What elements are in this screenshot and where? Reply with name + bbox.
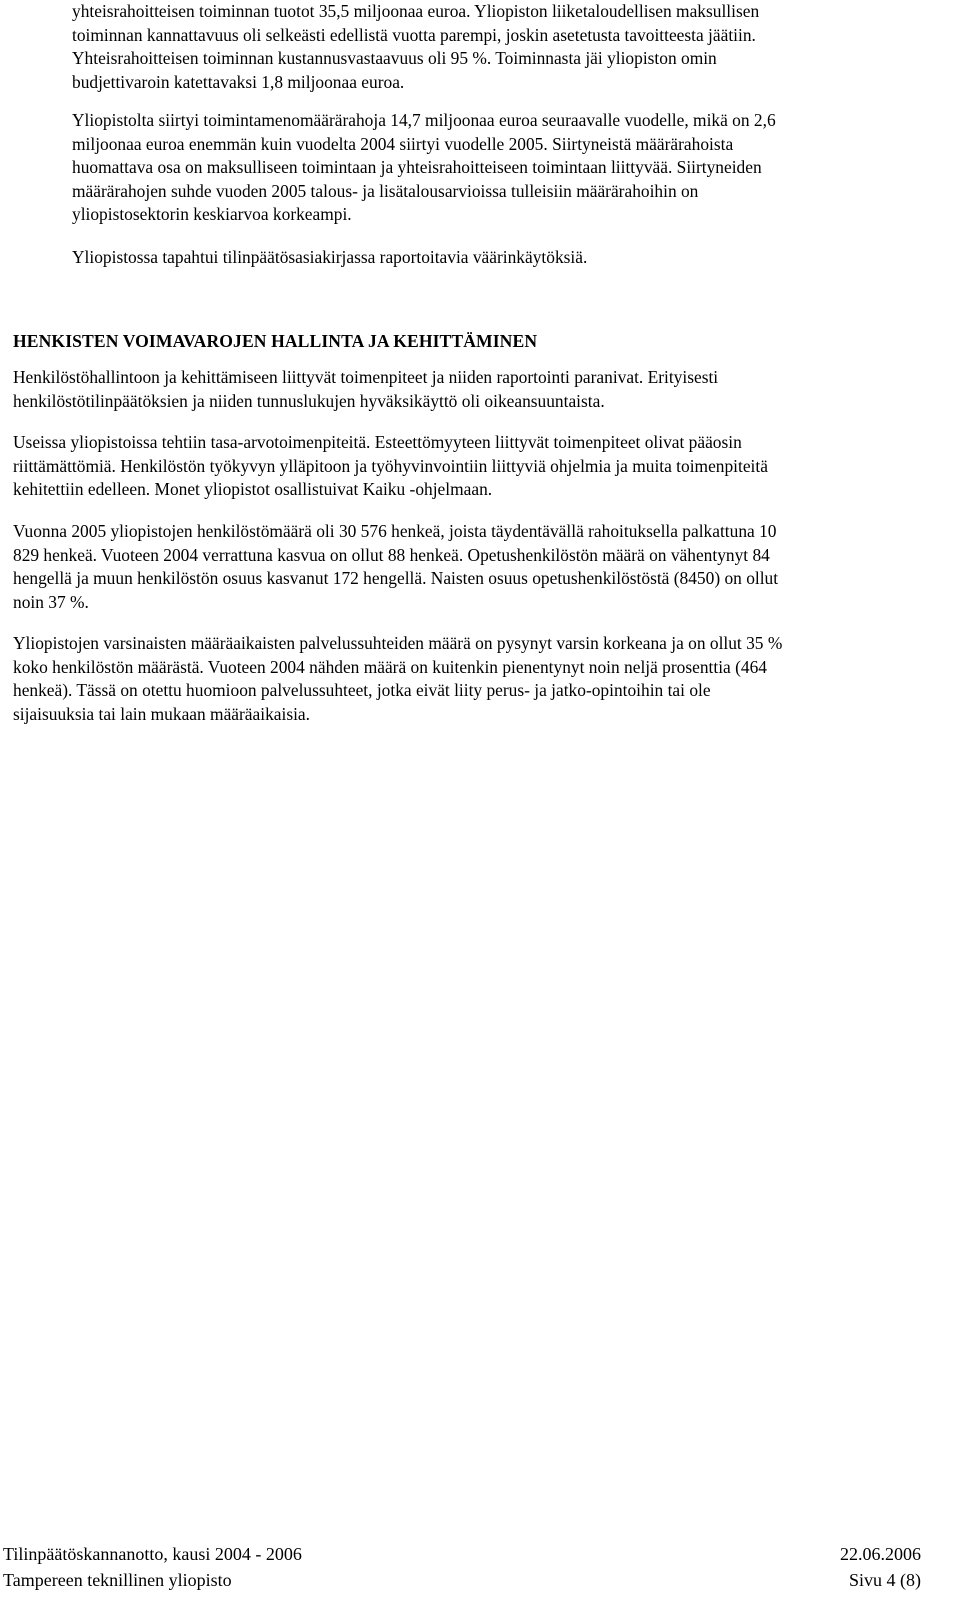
footer-row-1 bbox=[3, 1543, 921, 1567]
paragraph-line: riittämättömiä. Henkilöstön työkyvyn ylläpitoon ja työhyvinvointiin liittyviä ohjelmia ja muita toimenpiteitä bbox=[13, 455, 768, 476]
paragraph-staff-numbers bbox=[13, 520, 911, 614]
paragraph-line: henkeä). Tässä on otettu huomioon palvelussuhteet, jotka eivät liity perus- ja jatko-opintoihin tai ole bbox=[13, 680, 711, 701]
paragraph-line: koko henkilöstön määrästä. Vuoteen 2004 nähden määrä on kuitenkin pienentynyt noin neljä prosenttia (464 bbox=[13, 656, 767, 677]
paragraph-line: budjettivaroin katettavaksi 1,8 miljoonaa euroa. bbox=[72, 71, 405, 92]
footer-page-number: Sivu 4 (8) bbox=[849, 1570, 921, 1590]
footer-document-title: Tilinpäätöskannanotto, kausi 2004 - 2006 bbox=[3, 1544, 302, 1564]
paragraph-line: Useissa yliopistoissa tehtiin tasa-arvotoimenpiteitä. Esteettömyyteen liittyvät toimenpiteet olivat pääosin bbox=[13, 432, 742, 452]
paragraph-hr-reporting bbox=[13, 366, 911, 413]
paragraph-line: yhteisrahoitteisen toiminnan tuotot 35,5 miljoonaa euroa. Yliopiston liiketaloudellisen maksullisen bbox=[72, 1, 760, 21]
paragraph-line: hengellä ja muun henkilöstön osuus kasvanut 172 hengellä. Naisten osuus opetushenkilöstöstä (8450) on ollut bbox=[13, 568, 779, 589]
paragraph-equality bbox=[13, 431, 911, 502]
paragraph-line: Vuonna 2005 yliopistojen henkilöstömäärä oli 30 576 henkeä, joista täydentävällä rahoituksella palkattuna 10 bbox=[13, 521, 777, 541]
section-heading: HENKISTEN VOIMAVAROJEN HALLINTA JA KEHITTÄMINEN bbox=[13, 331, 538, 351]
footer-row-2 bbox=[3, 1569, 921, 1593]
paragraph-line: yliopistosektorin keskiarvoa korkeampi. bbox=[72, 204, 352, 225]
paragraph-line: miljoonaa euroa enemmän kuin vuodelta 2004 siirtyi vuodelle 2005. Siirtyneistä määrärahoista bbox=[72, 133, 734, 154]
paragraph-line: toiminnan kannattavuus oli selkeästi edellistä vuotta parempi, joskin asetetusta tavoitteesta jäätiin. bbox=[72, 24, 756, 45]
paragraph-line: kehitettiin edelleen. Monet yliopistot osallistuivat Kaiku -ohjelmaan. bbox=[13, 479, 493, 500]
paragraph-line: Yliopistolta siirtyi toimintamenomäärärahoja 14,7 miljoonaa euroa seuraavalle vuodelle, mikä on 2,6 bbox=[72, 110, 776, 130]
paragraph-line: määrärahojen suhde vuoden 2005 talous- ja lisätalousarvioissa tulleisiin määrärahoihin on bbox=[72, 180, 699, 201]
paragraph-line: Henkilöstöhallintoon ja kehittämiseen liittyvät toimenpiteet ja niiden raportointi paranivat. Erityisesti bbox=[13, 367, 719, 387]
paragraph-line: Yliopistossa tapahtui tilinpäätösasiakirjassa raportoitavia väärinkäytöksiä. bbox=[72, 247, 588, 267]
footer-date: 22.06.2006 bbox=[840, 1544, 921, 1564]
paragraph-fixed-term bbox=[13, 632, 911, 726]
paragraph-income bbox=[72, 0, 908, 94]
paragraph-line: huomattava osa on maksulliseen toimintaan ja yhteisrahoitteiseen toimintaan liittyvää. Siirtyneiden bbox=[72, 157, 762, 178]
paragraph-line: Yliopistojen varsinaisten määräaikaisten palvelussuhteiden määrä on pysynyt varsin korkeana ja on ollut 35 % bbox=[13, 633, 783, 653]
paragraph-line: Yhteisrahoitteisen toiminnan kustannusvastaavuus oli 95 %. Toiminnasta jäi yliopiston omin bbox=[72, 48, 717, 69]
paragraph-line: henkilöstötilinpäätöksien ja niiden tunnuslukujen hyväksikäyttö oli oikeansuuntaista. bbox=[13, 390, 605, 411]
paragraph-appropriations bbox=[72, 109, 908, 227]
paragraph-line: sijaisuuksia tai lain mukaan määräaikaisia. bbox=[13, 703, 310, 724]
paragraph-line: 829 henkeä. Vuoteen 2004 verrattuna kasvua on ollut 88 henkeä. Opetushenkilöstön määrä on vähentynyt 84 bbox=[13, 544, 770, 565]
paragraph-errors bbox=[72, 246, 908, 270]
paragraph-line: noin 37 %. bbox=[13, 591, 89, 612]
footer-organization: Tampereen teknillinen yliopisto bbox=[3, 1570, 232, 1590]
